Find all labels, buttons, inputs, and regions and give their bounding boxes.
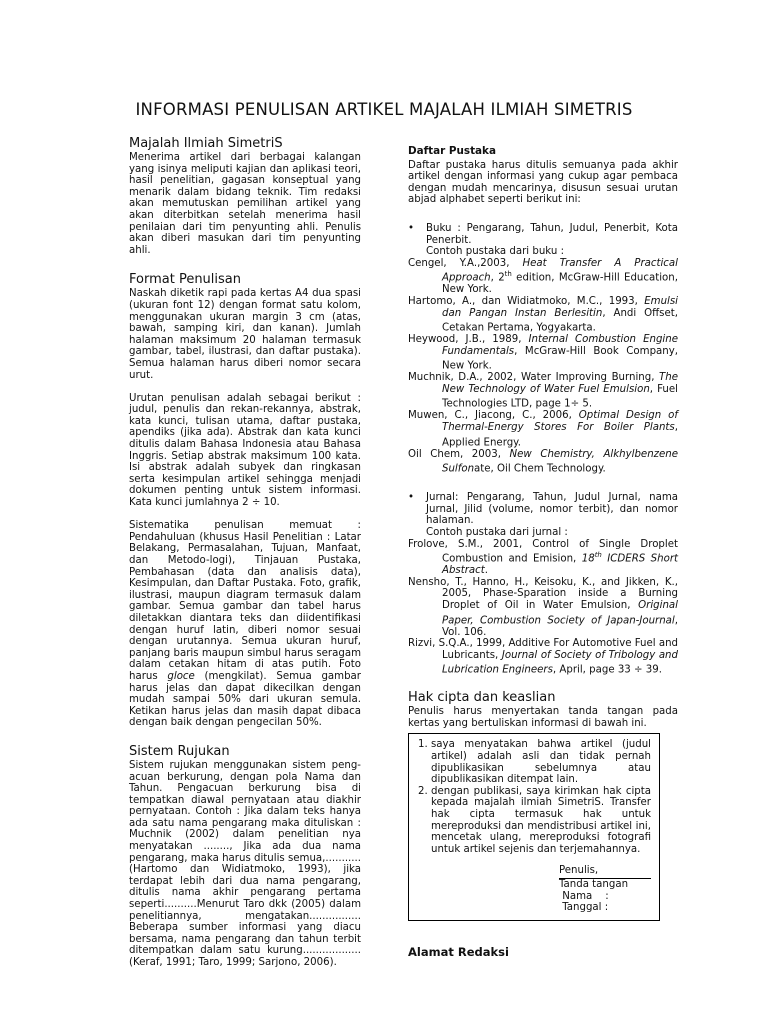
reference-entry: Hartomo, A., dan Widiatmoko, M.C., 1993, Emulsi dan Pangan Instan Berlesitin, Andi Offset, Cetakan Pertama, Yogyakarta.: [408, 295, 678, 334]
bullet-buku-text: Buku : Pengarang, Tahun, Judul, Penerbit, Kota Penerbit.: [426, 222, 678, 246]
copyright-statement-item: 2. dengan publikasi, saya kirimkan hak cipta kepada majalah ilmiah SimetriS. Transfer hak cipta termasuk hak untuk mereproduksi dan mendistribusi artikel ini, mencetak ulang, mereproduksi fotografi untuk artikel sejenis dan terjemahannya.: [431, 786, 651, 856]
bullet-jurnal-text: Jurnal: Pengarang, Tahun, Judul Jurnal, nama Jurnal, Jilid (volume, nomor terbit), dan nomor halaman.: [426, 492, 678, 527]
signature-block: [559, 865, 651, 913]
buku-reference-list: [408, 258, 678, 475]
page-title: INFORMASI PENULISAN ARTIKEL MAJALAH ILMIAH SIMETRIS: [135, 100, 633, 119]
section-heading-daftar-pustaka: Daftar Pustaka: [408, 145, 496, 157]
copyright-statement-item: 1. saya menyatakan bahwa artikel (judul artikel) adalah asli dan tidak pernah dipublikasikan sebelumnya atau dipublikasikan ditempat lain.: [431, 739, 651, 785]
left-column: [129, 136, 361, 969]
reference-entry: Muchnik, D.A., 2002, Water Improving Burning, The New Technology of Water Fuel Emulsion, Fuel Technologies LTD, page 1÷ 5.: [408, 372, 678, 410]
jurnal-reference-list: [408, 539, 678, 677]
signature-tanda-tangan: Tanda tangan: [559, 878, 629, 890]
contoh-buku: Contoh pustaka dari buku :: [426, 246, 564, 258]
bullet-dot: •: [408, 492, 415, 504]
copyright-statement-box: [408, 733, 660, 920]
paragraph-format-3-part-b: (mengkilat). Semua gambar harus jelas dan dapat dikecilkan dengan mudah sampai 50% dari ukuran semula. Ketikan harus jelas dan masih dapat dibaca dengan baik dengan pengecilan 50%.: [129, 670, 361, 729]
right-column: [408, 146, 678, 958]
paragraph-majalah: Menerima artikel dari berbagai kalangan yang isinya meliputi kajian dan aplikasi teori, hasil penelitian, gagasan konseptual yang menarik dalam bidang teknik. Tim redaksi akan memutuskan pemilihan artikel yang akan diterbitkan setelah menerima hasil penilaian dari tim penyunting ahli. Penulis akan diberi masukan dari tim penyunting ahli.: [129, 152, 361, 256]
bullet-jurnal: [408, 492, 678, 527]
paragraph-hak-cipta: Penulis harus menyertakan tanda tangan pada kertas yang bertuliskan informasi di bawah ini.: [408, 706, 678, 729]
section-heading-rujukan: Sistem Rujukan: [129, 743, 230, 759]
copyright-statement-list: [419, 739, 651, 855]
bullet-buku: [408, 223, 678, 246]
reference-entry: Muwen, C., Jiacong, C., 2006, Optimal Design of Thermal-Energy Stores For Boiler Plants, Applied Energy.: [408, 410, 679, 449]
signature-penulis: Penulis,: [559, 865, 599, 877]
section-heading-alamat: Alamat Redaksi: [408, 944, 509, 959]
section-heading-format: Format Penulisan: [129, 272, 241, 288]
reference-entry: Heywood, J.B., 1989, Internal Combustion Engine Fundamentals, McGraw-Hill Book Company, New York.: [408, 334, 678, 372]
signature-tanggal: Tanggal :: [559, 902, 609, 914]
reference-entry: Rizvi, S.Q.A., 1999, Additive For Automotive Fuel and Lubricants, Journal of Society of Tribology and Lubrication Engineers, April, page 33 ÷ 39.: [408, 638, 678, 676]
paragraph-daftar-pustaka: Daftar pustaka harus ditulis semuanya pada akhir artikel dengan informasi yang cukup agar pembaca dengan mudah mencarinya, disusun sesuai urutan abjad alphabet seperti berikut ini:: [408, 159, 678, 206]
reference-entry: Oil Chem, 2003, New Chemistry, Alkhylbenzene Sulfonate, Oil Chem Technology.: [408, 448, 678, 475]
paragraph-format-2: Urutan penulisan adalah sebagai berikut : judul, penulis dan rekan-rekannya, abstrak, kata kunci, tulisan utama, daftar pustaka, apendiks (jika ada). Abstrak dan kata kunci ditulis dalam Bahasa Indonesia atau Bahasa Inggris. Setiap abstrak maksimum 100 kata. Isi abstrak adalah subyek dan ringkasan serta kesimpulan artikel sehingga menjadi dokumen penting untuk sistem informasi. Kata kunci jumlahnya 2 ÷ 10.: [129, 392, 361, 509]
italic-term: gloce: [167, 670, 195, 682]
contoh-jurnal: Contoh pustaka dari jurnal :: [426, 526, 568, 538]
paragraph-format-3: [129, 520, 361, 729]
section-heading-majalah: Majalah Ilmiah SimetriS: [129, 136, 283, 151]
reference-entry: Cengel, Y.A.,2003, Heat Transfer A Practical Approach, 2th edition, McGraw-Hill Education, New York.: [408, 257, 678, 296]
reference-entry: Frolove, S.M., 2001, Control of Single Droplet Combustion and Emision, 18th ICDERS Short Abstract.: [408, 538, 679, 577]
reference-entry: Nensho, T., Hanno, H., Keisoku, K., and Jikken, K., 2005, Phase-Sparation inside a Burning Droplet of Oil in Water Emulsion, Original Paper, Combustion Society of Japan-Journal, Vol. 106.: [408, 576, 678, 638]
section-heading-hak-cipta: Hak cipta dan keaslian: [408, 690, 556, 706]
paragraph-format-3-part-a: Sistematika penulisan memuat : Pendahuluan (khusus Hasil Penelitian : Latar Belakang, Permasalahan, Tujuan, Manfaat, dan Metodo-logi), Tinjauan Pustaka, Pembahasan (data dan analisis data), Kesimpulan, dan Daftar Pustaka. Foto, grafik, ilustrasi, maupun diagram termasuk dalam gambar. Semua gambar dan tabel harus diletakkan diantara teks dan diidentifikasi dengan huruf latin, diberi nomor sesuai dengan urutannya. Semua ukuran huruf, panjang baris maupun simbul harus seragam dalam cetakan hitam di atas putih. Foto harus: [129, 520, 361, 682]
paragraph-format-1: Naskah diketik rapi pada kertas A4 dua spasi (ukuran font 12) dengan format satu kolom, menggunakan ukuran margin 3 cm (atas, bawah, samping kiri, dan kanan). Jumlah halaman maksimum 20 halaman termasuk gambar, tabel, ilustrasi, dan daftar pustaka). Semua halaman harus diberi nomor secara urut.: [129, 288, 361, 381]
bullet-dot: •: [408, 222, 415, 234]
signature-nama: Nama :: [559, 890, 609, 902]
paragraph-rujukan: Sistem rujukan menggunakan sistem peng-acuan berkurung, dengan pola Nama dan Tahun. Pengacuan berkurung bisa di tempatkan diawal pernyataan atau diakhir pernyataan. Contoh : Jika dalam teks hanya ada satu nama pengarang maka dituliskan : Muchnik (2002) dalam penelitian nya menyatakan ........, Jika ada dua nama pengarang, maka harus ditulis semua,........... (Hartomo dan Widiatmoko, 1993), jika terdapat lebih dari dua nama pengarang, ditulis nama akhir pengarang pertama seperti..........Menurut Taro dkk (2005) dalam penelitiannya, mengatakan................ Beberapa sumber informasi yang diacu bersama, nama pengarang dan tahun terbit ditempatkan dalam satu kurung.................. (Keraf, 1991; Taro, 1999; Sarjono, 2006).: [129, 759, 362, 968]
